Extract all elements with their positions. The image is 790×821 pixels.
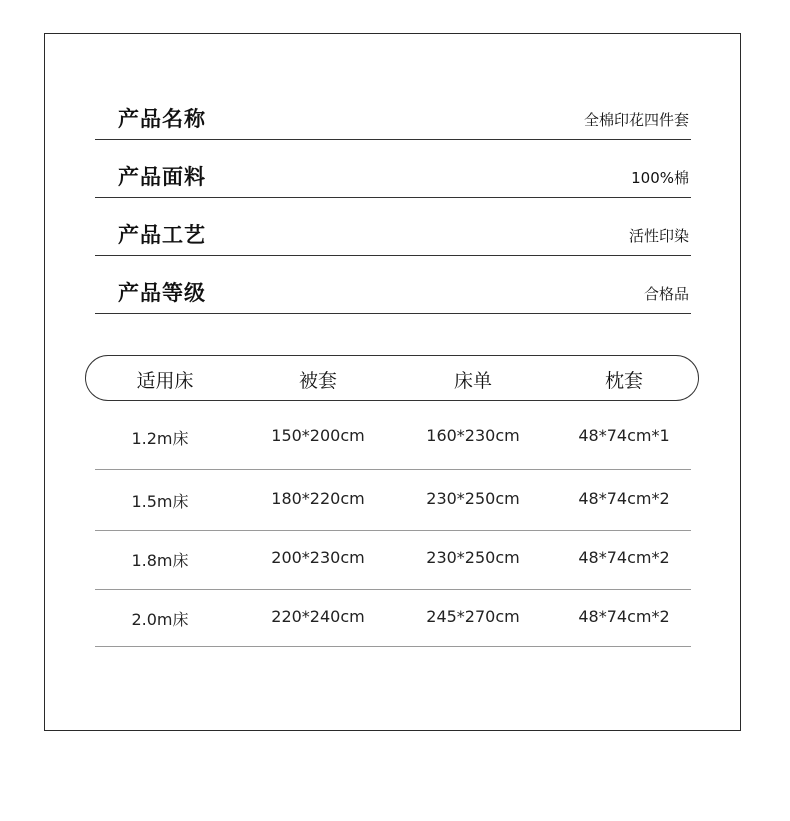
- row-divider: [95, 646, 691, 647]
- table-cell: 230*250cm: [426, 548, 520, 567]
- spec-label: 产品面料: [118, 165, 206, 189]
- header-bed-sheet: 床单: [453, 370, 492, 392]
- header-duvet-cover: 被套: [298, 370, 337, 392]
- spec-row-fabric: [95, 157, 691, 198]
- spec-value: 100%棉: [631, 169, 689, 187]
- spec-row-name: [95, 99, 691, 140]
- spec-label: 产品工艺: [118, 223, 206, 247]
- table-cell: 1.2m床: [131, 429, 189, 448]
- spec-row-craft: [95, 215, 691, 256]
- table-cell: 48*74cm*1: [578, 426, 670, 445]
- table-cell: 1.5m床: [131, 492, 189, 511]
- header-pillowcase: 枕套: [604, 370, 643, 392]
- table-cell: 180*220cm: [271, 489, 365, 508]
- table-cell: 48*74cm*2: [578, 548, 670, 567]
- table-cell: 245*270cm: [426, 607, 520, 626]
- table-cell: 200*230cm: [271, 548, 365, 567]
- row-divider: [95, 589, 691, 590]
- table-cell: 2.0m床: [131, 610, 189, 629]
- table-cell: 160*230cm: [426, 426, 520, 445]
- table-cell: 48*74cm*2: [578, 607, 670, 626]
- table-cell: 1.8m床: [131, 551, 189, 570]
- table-cell: 220*240cm: [271, 607, 365, 626]
- spec-value: 合格品: [643, 285, 689, 303]
- row-divider: [95, 530, 691, 531]
- row-divider: [95, 469, 691, 470]
- table-cell: 150*200cm: [271, 426, 365, 445]
- table-cell: 48*74cm*2: [578, 489, 670, 508]
- table-cell: 230*250cm: [426, 489, 520, 508]
- header-bed-size: 适用床: [136, 370, 194, 392]
- spec-row-grade: [95, 273, 691, 314]
- spec-value: 活性印染: [628, 227, 689, 245]
- spec-value: 全棉印花四件套: [583, 111, 689, 129]
- spec-label: 产品等级: [118, 281, 206, 305]
- spec-label: 产品名称: [118, 107, 206, 131]
